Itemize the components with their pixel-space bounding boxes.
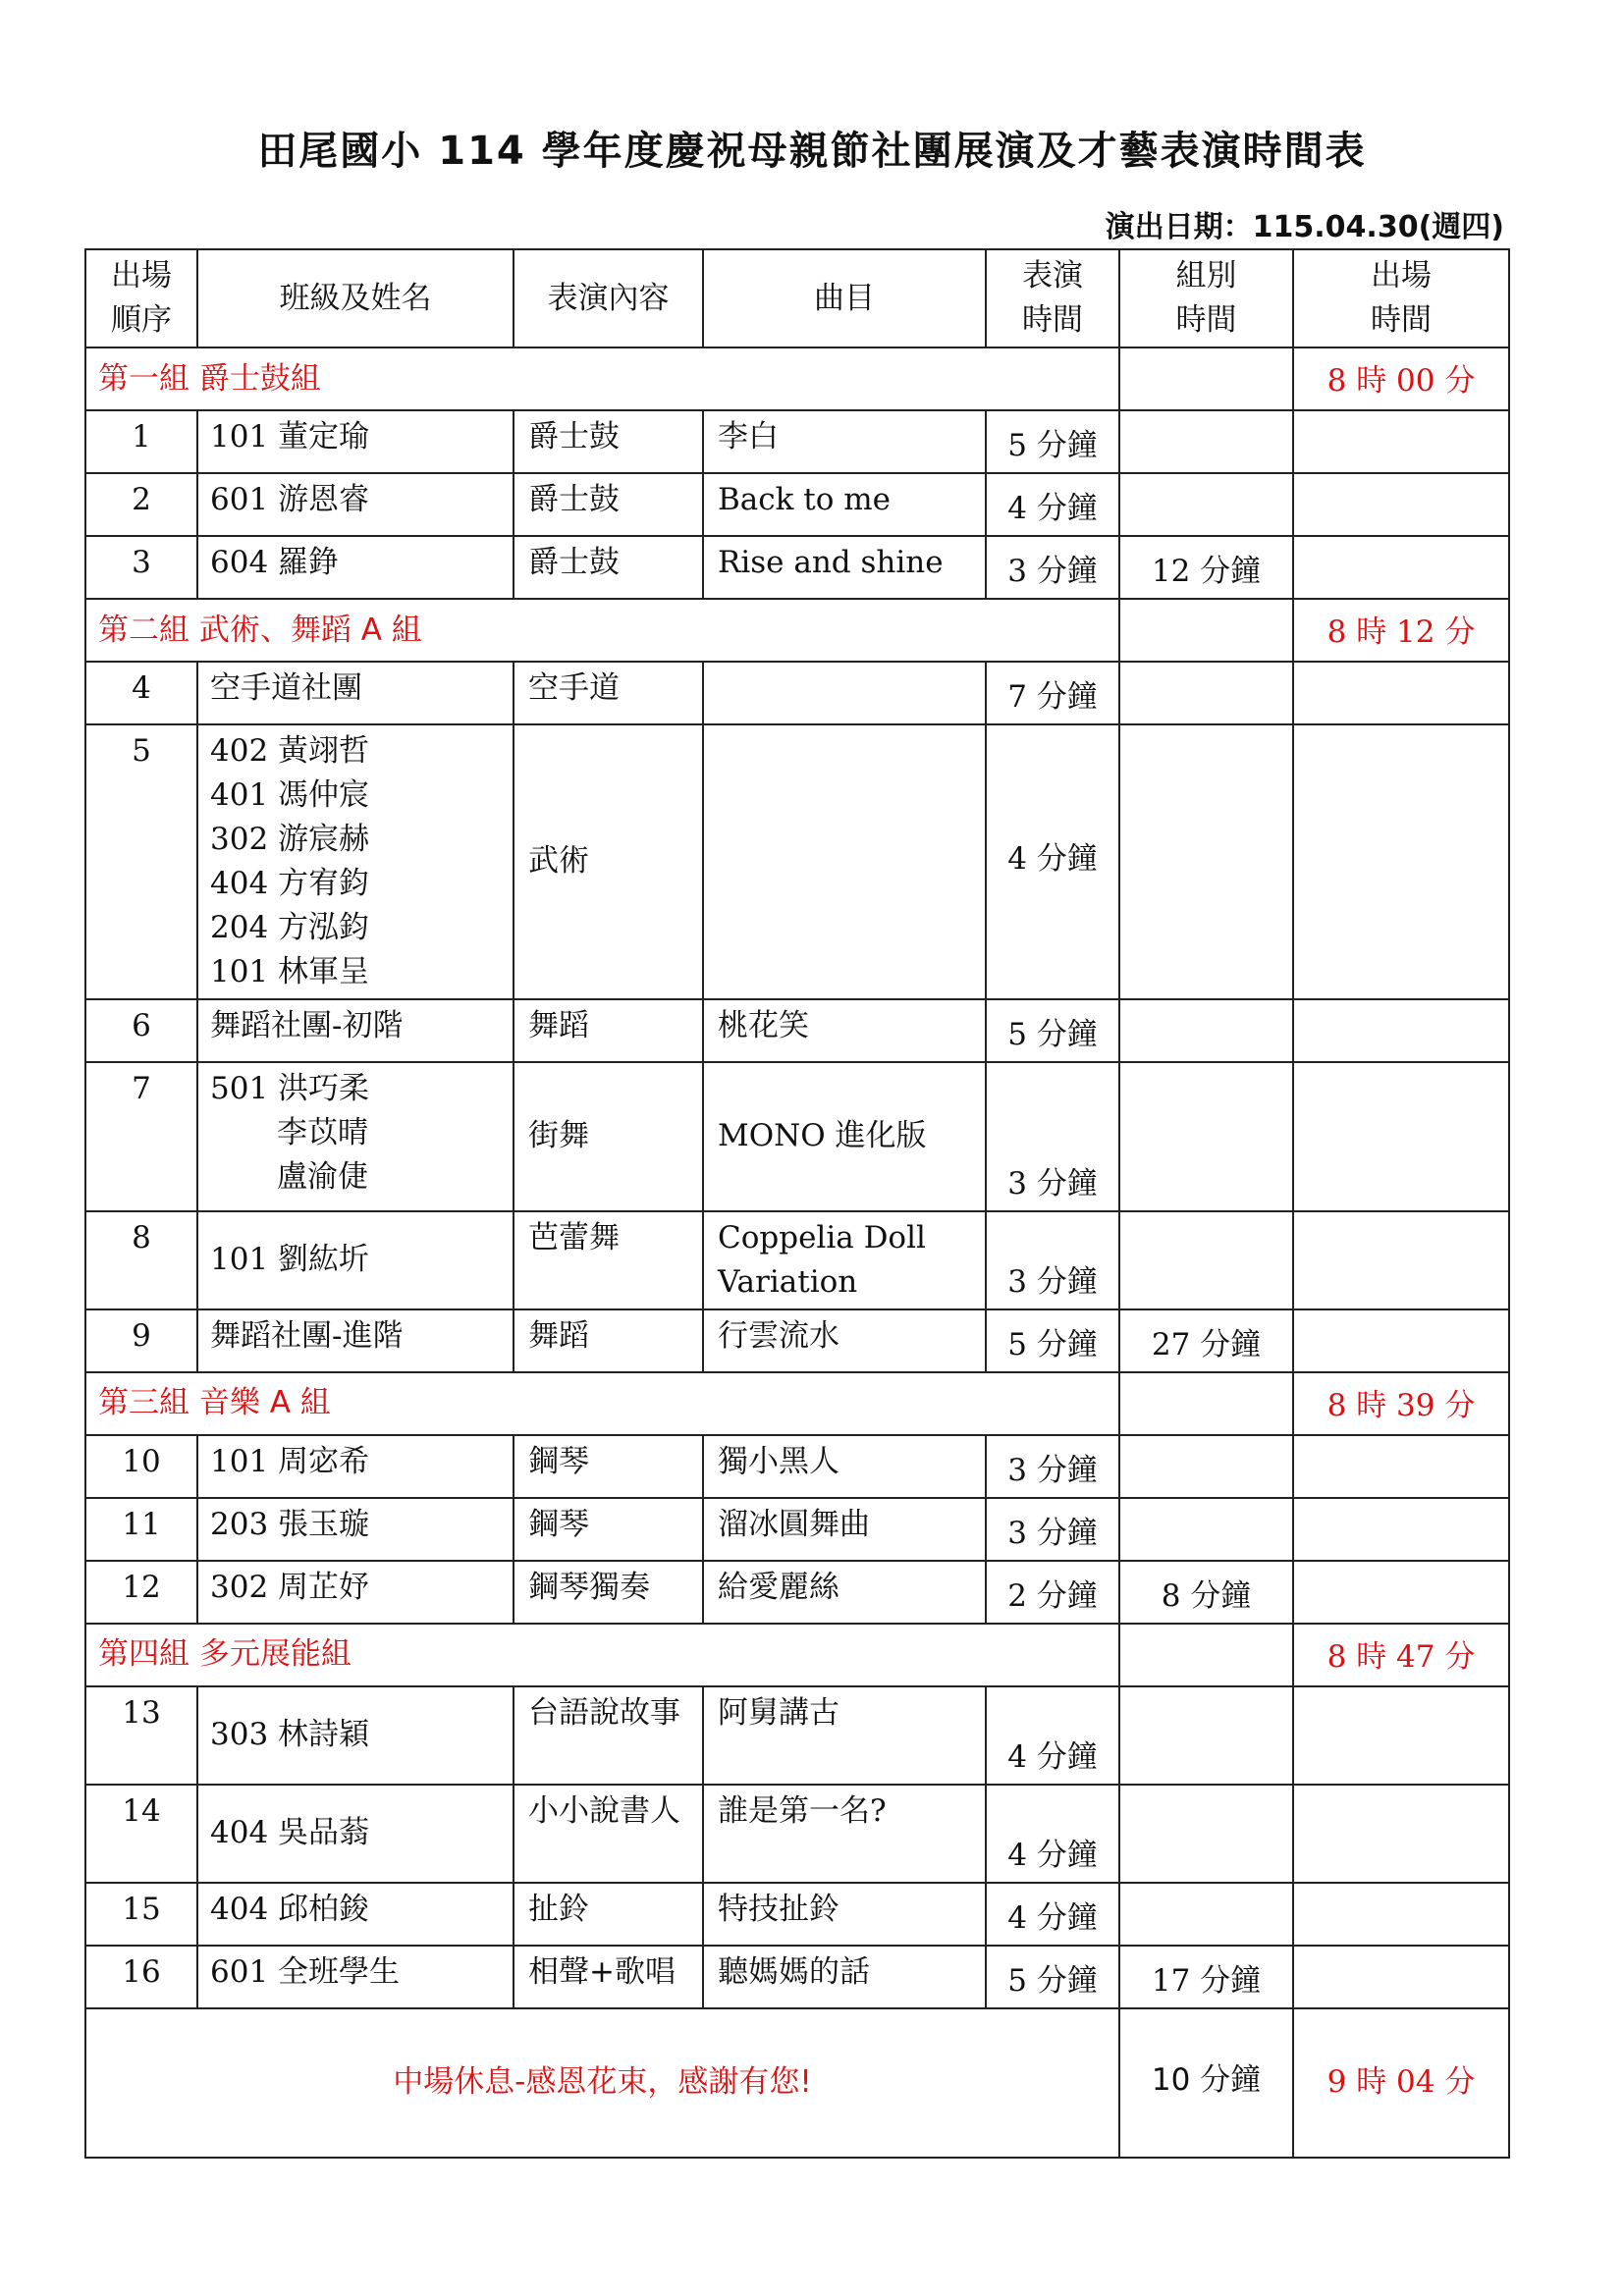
performer-name: 401 馮仲宸 [210,776,370,813]
performance-type: 武術 [514,724,703,999]
group-header-row [85,347,1509,410]
performance-order: 10 [85,1435,197,1498]
group-header-row [85,1372,1509,1435]
performance-order: 1 [85,410,197,473]
header-start: 出場 時間 [1293,249,1509,347]
performer-cell [197,1211,514,1309]
performance-duration: 2 分鐘 [986,1561,1119,1624]
performance-song: 桃花笑 [703,999,986,1062]
performance-type: 爵士鼓 [514,536,703,599]
start-time-cell [1293,410,1509,473]
performance-song: 阿舅講古 [703,1686,986,1785]
start-time-cell [1293,1785,1509,1883]
performance-type: 鋼琴獨奏 [514,1561,703,1624]
performer-name: 舞蹈社團-進階 [210,1317,404,1354]
performance-type: 街舞 [514,1062,703,1211]
performer-name: 601 全班學生 [210,1953,401,1990]
start-time-cell [1293,536,1509,599]
start-time-cell [1293,1435,1509,1498]
intermission-group-time: 10 分鐘 [1119,2008,1293,2158]
performance-duration: 3 分鐘 [986,1211,1119,1309]
performance-order: 2 [85,473,197,536]
performance-duration: 7 分鐘 [986,662,1119,724]
performer-name: 404 方宥鈞 [210,865,370,901]
performance-row [85,1561,1509,1624]
performance-order: 16 [85,1946,197,2008]
performance-duration: 5 分鐘 [986,999,1119,1062]
group-total-time [1119,1785,1293,1883]
performer-name: 501 洪巧柔 [210,1070,370,1106]
performance-date: 演出日期：115.04.30(週四) [1105,210,1504,244]
performer-cell [197,724,514,999]
performance-order: 11 [85,1498,197,1561]
group-total-time [1119,410,1293,473]
performance-song: MONO 進化版 [703,1062,986,1211]
group-start-time: 8 時 00 分 [1293,347,1509,410]
performer-name: 601 游恩睿 [210,482,370,517]
group-total-time [1119,999,1293,1062]
group-total-time [1119,1883,1293,1946]
intermission-text: 中場休息-感恩花束，感謝有您! [85,2008,1119,2158]
group-header-row [85,599,1509,662]
group-total-time: 27 分鐘 [1119,1309,1293,1372]
performance-type: 台語說故事 [514,1686,703,1785]
group-header-row [85,1624,1509,1686]
performer-name: 李苡晴 [277,1114,368,1150]
performance-song: Rise and shine [703,536,986,599]
group-total-time: 12 分鐘 [1119,536,1293,599]
performance-row [85,1435,1509,1498]
performer-name: 604 羅錚 [210,545,340,580]
group-total-time: 8 分鐘 [1119,1561,1293,1624]
performance-type: 小小說書人 [514,1785,703,1883]
group-total-time [1119,1062,1293,1211]
performance-song: 給愛麗絲 [703,1561,986,1624]
group-blank-cell [1119,1624,1293,1686]
performance-song: 誰是第一名? [703,1785,986,1883]
performer-name: 203 張玉璇 [210,1506,370,1542]
performer-name: 舞蹈社團-初階 [210,1007,404,1043]
performance-type: 空手道 [514,662,703,724]
group-total-time [1119,1686,1293,1785]
performer-cell [197,1309,514,1372]
performer-cell [197,1498,514,1561]
performance-row [85,1883,1509,1946]
start-time-cell [1293,1946,1509,2008]
performance-row [85,410,1509,473]
header-row [85,249,1509,347]
performance-type: 相聲+歌唱 [514,1946,703,2008]
performance-type: 鋼琴 [514,1435,703,1498]
performance-order: 12 [85,1561,197,1624]
performer-name: 303 林詩穎 [210,1717,370,1753]
performance-row [85,1686,1509,1785]
group-total-time [1119,662,1293,724]
performer-name: 盧渝倢 [277,1158,368,1195]
group-title: 第二組 武術、舞蹈 A 組 [85,599,1119,662]
performance-duration: 3 分鐘 [986,536,1119,599]
performance-row [85,1785,1509,1883]
performer-name: 101 周宓希 [210,1443,370,1479]
schedule-table [84,248,1510,2159]
start-time-cell [1293,1498,1509,1561]
performance-order: 7 [85,1062,197,1211]
start-time-cell [1293,1686,1509,1785]
performance-order: 13 [85,1686,197,1785]
performer-name: 101 林軍呈 [210,953,370,989]
performance-row [85,536,1509,599]
group-total-time [1119,1211,1293,1309]
performance-type: 扯鈴 [514,1883,703,1946]
performance-row [85,1498,1509,1561]
performer-cell [197,1561,514,1624]
performance-row [85,1309,1509,1372]
performance-song: 獨小黑人 [703,1435,986,1498]
header-duration: 表演 時間 [986,249,1119,347]
performance-type: 芭蕾舞 [514,1211,703,1309]
group-start-time: 8 時 47 分 [1293,1624,1509,1686]
performance-song: 溜冰圓舞曲 [703,1498,986,1561]
performance-duration: 3 分鐘 [986,1498,1119,1561]
performance-song: 聽媽媽的話 [703,1946,986,2008]
performer-cell [197,1062,514,1211]
performer-cell [197,1785,514,1883]
performer-name: 302 周芷妤 [210,1569,370,1605]
start-time-cell [1293,1561,1509,1624]
intermission-start-time: 9 時 04 分 [1293,2008,1509,2158]
performance-order: 9 [85,1309,197,1372]
performer-cell [197,536,514,599]
performance-song [703,724,986,999]
performance-type: 舞蹈 [514,999,703,1062]
group-total-time [1119,724,1293,999]
performance-type: 爵士鼓 [514,473,703,536]
performance-song: 李白 [703,410,986,473]
start-time-cell [1293,724,1509,999]
performance-order: 4 [85,662,197,724]
start-time-cell [1293,999,1509,1062]
performance-song [703,662,986,724]
performance-row [85,1062,1509,1211]
performance-duration: 4 分鐘 [986,1686,1119,1785]
performance-duration: 4 分鐘 [986,724,1119,999]
performer-name: 101 董定瑜 [210,419,370,454]
performer-name: 404 吳品蓊 [210,1815,370,1851]
performance-row [85,473,1509,536]
performance-row [85,999,1509,1062]
group-start-time: 8 時 12 分 [1293,599,1509,662]
group-blank-cell [1119,347,1293,410]
start-time-cell [1293,1211,1509,1309]
group-start-time: 8 時 39 分 [1293,1372,1509,1435]
performer-cell [197,1883,514,1946]
performance-song: Coppelia Doll Variation [703,1211,986,1309]
page-title: 田尾國小 114 學年度慶祝母親節社團展演及才藝表演時間表 [257,129,1367,174]
group-total-time [1119,1435,1293,1498]
performer-cell [197,662,514,724]
performer-name: 204 方泓鈞 [210,909,370,945]
performance-row [85,1211,1509,1309]
start-time-cell [1293,662,1509,724]
performance-order: 6 [85,999,197,1062]
performance-row [85,724,1509,999]
performance-duration: 5 分鐘 [986,410,1119,473]
group-title: 第四組 多元展能組 [85,1624,1119,1686]
start-time-cell [1293,1309,1509,1372]
group-blank-cell [1119,599,1293,662]
performance-duration: 4 分鐘 [986,1785,1119,1883]
start-time-cell [1293,473,1509,536]
start-time-cell [1293,1883,1509,1946]
performer-cell [197,1435,514,1498]
performer-name: 101 劉紘圻 [210,1242,370,1278]
performance-duration: 4 分鐘 [986,1883,1119,1946]
header-type: 表演內容 [514,249,703,347]
performance-duration: 3 分鐘 [986,1435,1119,1498]
performance-type: 爵士鼓 [514,410,703,473]
header-group-time: 組別 時間 [1119,249,1293,347]
group-total-time [1119,473,1293,536]
header-song: 曲目 [703,249,986,347]
performer-name: 302 游宸赫 [210,821,370,857]
performance-order: 3 [85,536,197,599]
performance-duration: 5 分鐘 [986,1309,1119,1372]
performance-order: 15 [85,1883,197,1946]
group-title: 第一組 爵士鼓組 [85,347,1119,410]
performance-row [85,1946,1509,2008]
group-total-time [1119,1498,1293,1561]
start-time-cell [1293,1062,1509,1211]
performance-duration: 3 分鐘 [986,1062,1119,1211]
performance-row [85,662,1509,724]
performance-order: 5 [85,724,197,999]
performer-cell [197,410,514,473]
performance-type: 鋼琴 [514,1498,703,1561]
group-blank-cell [1119,1372,1293,1435]
performer-name: 402 黃翊哲 [210,733,370,769]
performance-order: 8 [85,1211,197,1309]
performance-song: Back to me [703,473,986,536]
performance-song: 特技扯鈴 [703,1883,986,1946]
performance-duration: 4 分鐘 [986,473,1119,536]
intermission-row [85,2008,1509,2158]
performer-name: 空手道社團 [210,670,362,706]
performer-cell [197,1686,514,1785]
header-name: 班級及姓名 [197,249,514,347]
performance-order: 14 [85,1785,197,1883]
performance-duration: 5 分鐘 [986,1946,1119,2008]
performer-cell [197,999,514,1062]
performer-name: 404 邱柏鋑 [210,1891,370,1927]
group-title: 第三組 音樂 A 組 [85,1372,1119,1435]
performer-cell [197,1946,514,2008]
performance-song: 行雲流水 [703,1309,986,1372]
performer-cell [197,473,514,536]
performance-type: 舞蹈 [514,1309,703,1372]
group-total-time: 17 分鐘 [1119,1946,1293,2008]
header-order: 出場 順序 [85,249,197,347]
